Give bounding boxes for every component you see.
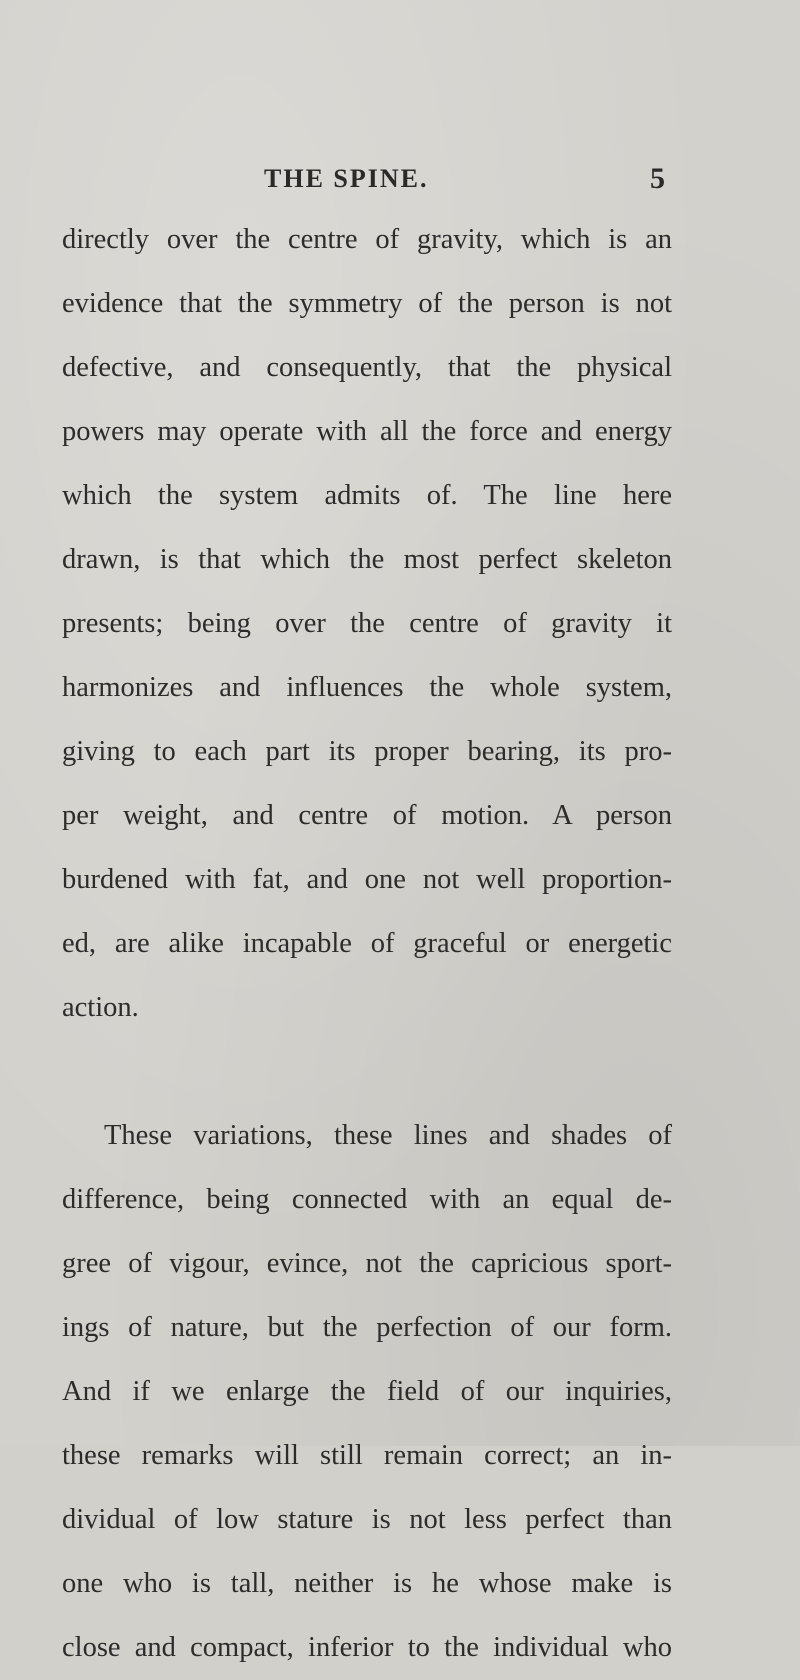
- paragraph-2: [62, 1104, 672, 1680]
- text-line: evidence that the symmetry of the person is not: [62, 288, 672, 319]
- body-text: [62, 208, 672, 1680]
- text-line: And if we enlarge the field of our inquiries,: [62, 1376, 672, 1407]
- paragraph-gap: [62, 1040, 672, 1104]
- text-line: These variations, these lines and shades of: [104, 1120, 672, 1151]
- text-line: defective, and consequently, that the physical: [62, 352, 672, 383]
- text-line: dividual of low stature is not less perfect than: [62, 1504, 672, 1535]
- text-line: ed, are alike incapable of graceful or energetic: [62, 928, 672, 959]
- text-line: close and compact, inferior to the individual who: [62, 1632, 672, 1663]
- text-line: gree of vigour, evince, not the capricious sport-: [62, 1248, 672, 1279]
- paragraph-1: [62, 208, 672, 1040]
- text-line: ings of nature, but the perfection of our form.: [62, 1312, 672, 1343]
- text-line: one who is tall, neither is he whose make is: [62, 1568, 672, 1599]
- text-line: giving to each part its proper bearing, its pro-: [62, 736, 672, 767]
- text-line: difference, being connected with an equal de-: [62, 1184, 672, 1215]
- text-line: action.: [62, 992, 139, 1023]
- text-line: which the system admits of. The line here: [62, 480, 672, 511]
- page-number: 5: [650, 162, 665, 195]
- text-line: burdened with fat, and one not well proportion-: [62, 864, 672, 895]
- text-line: directly over the centre of gravity, which is an: [62, 224, 672, 255]
- running-title: THE SPINE.: [264, 164, 429, 193]
- text-line: powers may operate with all the force and energy: [62, 416, 672, 447]
- text-line: harmonizes and influences the whole system,: [62, 672, 672, 703]
- running-head: [0, 158, 800, 198]
- text-line: per weight, and centre of motion. A person: [62, 800, 672, 831]
- text-line: presents; being over the centre of gravity it: [62, 608, 672, 639]
- text-line: these remarks will still remain correct; an in-: [62, 1440, 672, 1471]
- text-line: drawn, is that which the most perfect skeleton: [62, 544, 672, 575]
